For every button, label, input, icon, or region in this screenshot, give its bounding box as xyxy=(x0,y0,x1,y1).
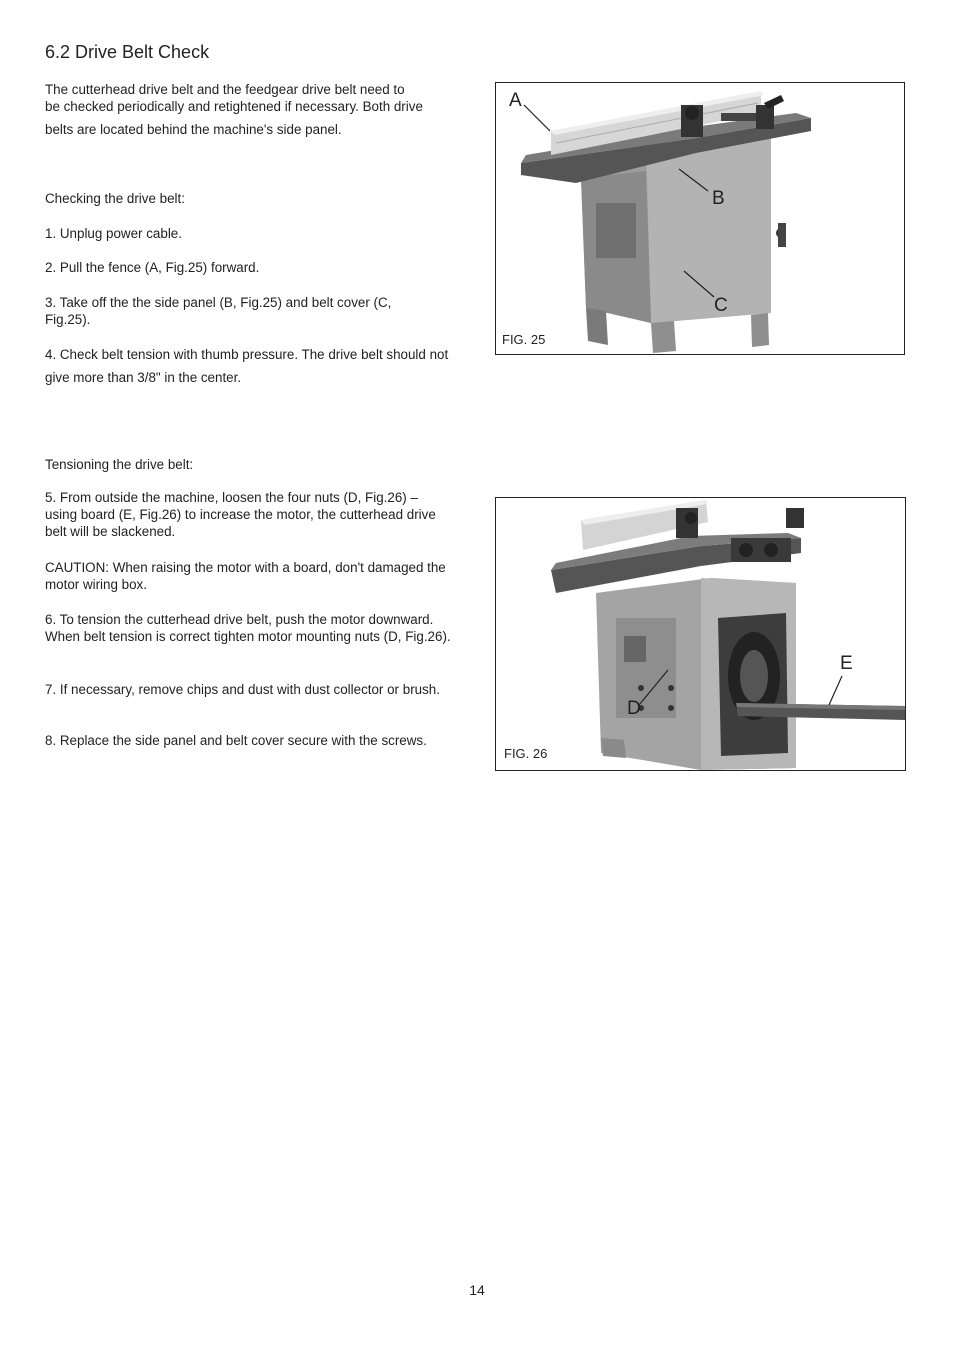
planer-machine-illustration xyxy=(496,83,904,354)
check-step-1: 1. Unplug power cable. xyxy=(45,226,182,241)
intro-line-3: belts are located behind the machine's side panel. xyxy=(45,122,342,137)
callout-e: E xyxy=(840,653,853,674)
tension-step-5: 5. From outside the machine, loosen the four nuts (D, Fig.26) – using board (E, Fig.26) to increase the motor, the cutterhead drive belt will be slackened. xyxy=(45,490,436,539)
callout-c: C xyxy=(714,295,728,316)
intro-paragraph xyxy=(45,81,470,138)
intro-line-1: The cutterhead drive belt and the feedgear drive belt need to xyxy=(45,82,405,97)
check-step-2: 2. Pull the fence (A, Fig.25) forward. xyxy=(45,260,260,275)
tension-step-7: 7. If necessary, remove chips and dust with dust collector or brush. xyxy=(45,682,440,697)
tensioning-heading: Tensioning the drive belt: xyxy=(45,457,194,472)
section-title: 6.2 Drive Belt Check xyxy=(45,42,210,62)
fig-25-caption: FIG. 25 xyxy=(502,332,546,347)
check-step-3: 3. Take off the the side panel (B, Fig.25) and belt cover (C, Fig.25). xyxy=(45,295,392,327)
caution-note: CAUTION: When raising the motor with a board, don't damaged the motor wiring box. xyxy=(45,560,446,592)
callout-a: A xyxy=(509,90,522,111)
figure-26 xyxy=(495,497,906,771)
intro-line-2: be checked periodically and retightened if necessary. Both drive xyxy=(45,99,423,114)
fig-26-caption: FIG. 26 xyxy=(504,746,548,761)
check-step-4: 4. Check belt tension with thumb pressure. The drive belt should not give more than 3/8" in the center. xyxy=(45,347,449,385)
tension-step-6: 6. To tension the cutterhead drive belt, push the motor downward. When belt tension is correct tighten motor mounting nuts (D, Fig.26). xyxy=(45,612,451,644)
figure-25 xyxy=(495,82,905,355)
callout-b: B xyxy=(712,188,725,209)
callout-d: D xyxy=(627,698,641,719)
planer-machine-open-illustration xyxy=(496,498,905,770)
page-number: 14 xyxy=(469,1282,485,1298)
tension-step-8: 8. Replace the side panel and belt cover secure with the screws. xyxy=(45,733,427,748)
checking-heading: Checking the drive belt: xyxy=(45,191,185,206)
